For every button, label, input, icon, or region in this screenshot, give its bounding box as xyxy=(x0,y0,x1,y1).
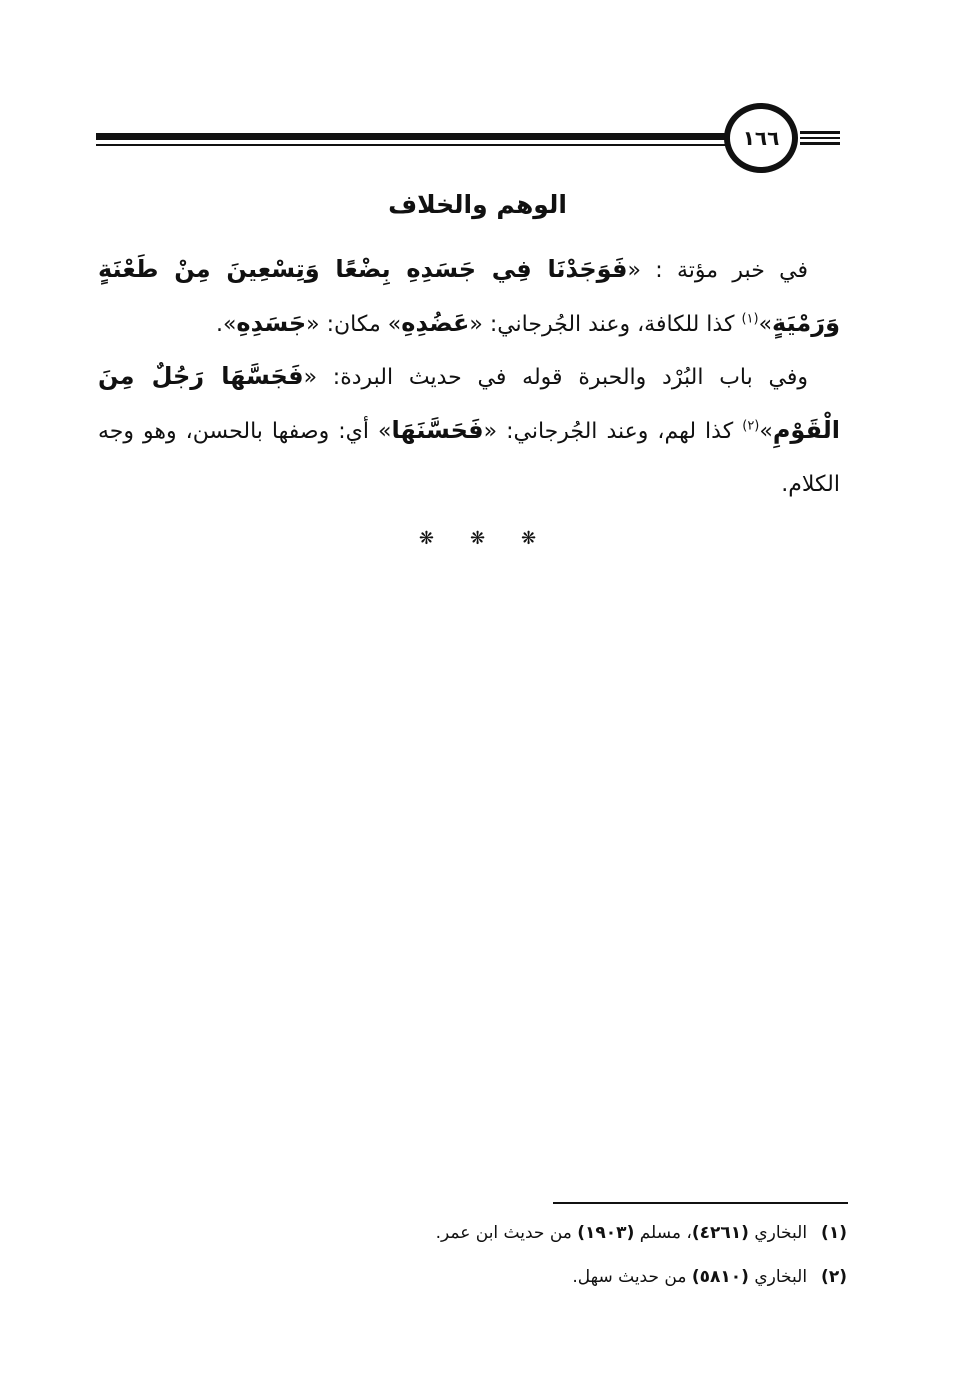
para2-hadith-quote: فَجَسَّهَا رَجُلٌ مِنَ الْقَوْمِ xyxy=(98,362,840,444)
footnote-ref-2[interactable]: (٢) xyxy=(742,418,760,434)
section-title: الوهم والخلاف xyxy=(388,190,567,219)
page-number: ١٦٦ xyxy=(742,126,780,150)
footnote-hadith-number: (١٩٠٣) xyxy=(577,1223,635,1243)
footnote-hadith-number: (٤٢٦١) xyxy=(691,1223,749,1243)
footnote-hadith-number: (٥٨١٠) xyxy=(691,1267,749,1287)
header-rule-thick xyxy=(96,133,732,140)
footnote-divider xyxy=(553,1202,848,1204)
para2-end: » أي: وصفها بالحسن، وهو وجه الكلام. xyxy=(98,419,840,497)
header-rule-right-middle xyxy=(800,137,840,139)
para2-middle: كذا لهم، وعند الجُرجاني: « xyxy=(483,419,743,444)
para1-end: ». xyxy=(215,312,237,337)
para1-middle: كذا للكافة، وعند الجُرجاني: « xyxy=(469,312,742,337)
para1-variant-word: عَضُدِهِ xyxy=(401,309,470,337)
separator-star-icon: ❋ xyxy=(469,528,486,549)
separator-star-icon: ❋ xyxy=(521,528,537,549)
para1-intro: في خبر مؤتة : « xyxy=(627,258,808,283)
footnote-text: من حديث سهل. xyxy=(572,1267,692,1287)
section-separator xyxy=(0,528,955,549)
footnote-text: ، مسلم xyxy=(634,1223,692,1243)
para1-quote-close: » xyxy=(758,312,773,337)
paragraph-1 xyxy=(98,243,840,351)
para2-intro: وفي باب البُرْد والحبرة قوله في حديث البردة: « xyxy=(303,365,808,390)
footnote-1 xyxy=(436,1223,847,1243)
para1-original-word: جَسَدِهِ xyxy=(236,309,307,337)
paragraph-2 xyxy=(98,350,840,511)
para2-variant-word: فَحَسَّنَهَا xyxy=(391,416,484,444)
header-rule-thin xyxy=(96,144,732,146)
footnote-number: (١) xyxy=(821,1223,847,1243)
footnote-text: البخاري xyxy=(748,1223,808,1243)
footnote-2 xyxy=(572,1267,847,1287)
footnote-text: من حديث ابن عمر. xyxy=(435,1223,578,1243)
para1-hadith-quote: فَوَجَدْنَا فِي جَسَدِهِ بِضْعًا وَتِسْعِينَ مِنْ طَعْنَةٍ وَرَمْيَةٍ xyxy=(98,255,840,337)
para1-middle2: » مكان: « xyxy=(306,312,402,337)
header-rule-right-bottom xyxy=(800,142,840,145)
separator-star-icon: ❋ xyxy=(418,528,434,549)
footnote-text: البخاري xyxy=(748,1267,808,1287)
footnote-ref-1[interactable]: (١) xyxy=(741,311,759,327)
page-number-circle xyxy=(724,103,798,173)
footnote-number: (٢) xyxy=(821,1267,847,1287)
para2-quote-close: » xyxy=(759,419,773,444)
header-rule-right-top xyxy=(800,131,840,134)
